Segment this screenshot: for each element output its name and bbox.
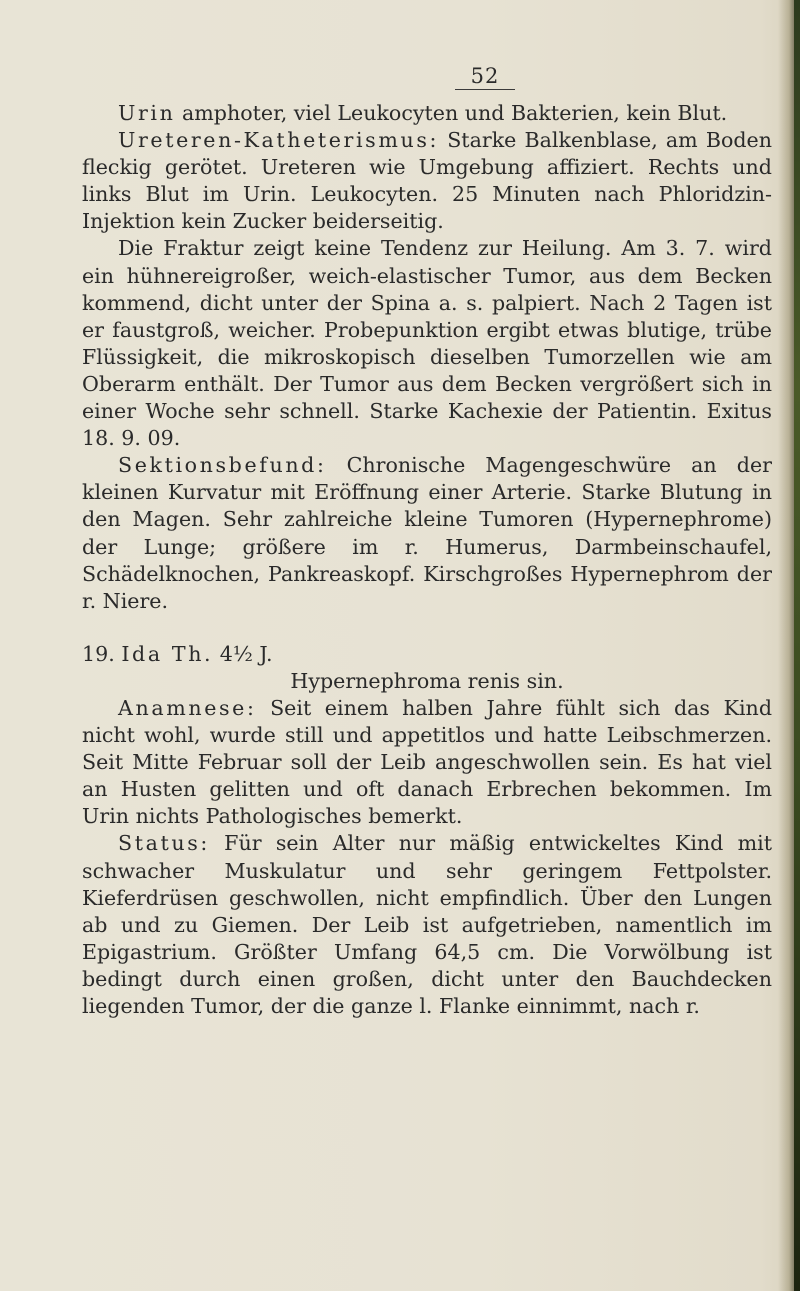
- paragraph-urin: [82, 100, 772, 127]
- paragraph-ureteren: [82, 127, 772, 235]
- paragraph-sektionsbefund: [82, 452, 772, 615]
- paragraph-lead: Urin: [118, 101, 176, 125]
- paragraph-status: [82, 830, 772, 1020]
- section-gap: [82, 615, 772, 641]
- paragraph-anamnese: [82, 695, 772, 830]
- paragraph-body: Starke Balkenblase, am Boden fleckig gerötet. Ureteren wie Umgebung affiziert. Rechts und links Blut im Urin. Leukocyten. 25 Minuten nach Phloridzin-Injektion kein Zucker beiderseitig.: [82, 128, 772, 234]
- case-diagnosis: Hypernephroma renis sin.: [290, 668, 564, 693]
- paragraph-fraktur: [82, 235, 772, 452]
- paragraph-lead: Sektionsbefund:: [118, 453, 327, 478]
- case-header: [82, 641, 772, 668]
- paragraph-body: Seit einem halben Jahre fühlt sich das Kind nicht wohl, wurde still und appetitlos und hatte Leibschmerzen. Seit Mitte Februar soll der Leib angeschwollen sein. Es hat viel an Husten gelitten und oft danach Erbrechen bekommen. Im Urin nichts Pathologisches bemerkt.: [82, 695, 772, 829]
- binding-edge: [794, 0, 800, 1291]
- paragraph-body: Die Fraktur zeigt keine Tendenz zur Heilung. Am 3. 7. wird ein hühnereigroßer, weich-elastischer Tumor, aus dem Becken kommend, dicht unter der Spina a. s. palpiert. Nach 2 Tagen ist er faustgroß, weicher. Probepunktion ergibt etwas blutige, trübe Flüssigkeit, die mikroskopisch dieselben Tumorzellen wie am Oberarm enthält. Der Tumor aus dem Becken vergrößert sich in einer Woche sehr schnell. Starke Kachexie der Patientin. Exitus 18. 9. 09.: [82, 236, 772, 451]
- case-age: 4½ J.: [219, 641, 273, 666]
- paragraph-lead: Status:: [118, 831, 210, 856]
- paragraph-lead: Ureteren-Katheterismus:: [118, 128, 440, 153]
- paragraph-body: Für sein Alter nur mäßig entwickeltes Kind mit schwacher Muskulatur und sehr geringem Fettpolster. Kieferdrüsen geschwollen, nicht empfindlich. Über den Lungen ab und zu Giemen. Der Leib ist aufgetrieben, namentlich im Epigastrium. Größter Umfang 64,5 cm. Die Vorwölbung ist bedingt durch einen großen, dicht unter den Bauchdecken liegenden Tumor, der die ganze l. Flanke einnimmt, nach r.: [82, 831, 772, 1018]
- case-name: Ida Th.: [121, 641, 214, 666]
- paragraph-body: amphoter, viel Leukocyten und Bakterien, kein Blut.: [175, 101, 728, 125]
- body-text: [82, 100, 772, 1020]
- page-number: 52: [455, 64, 515, 90]
- paragraph-body: Chronische Magengeschwüre an der kleinen Kurvatur mit Eröffnung einer Arterie. Starke Blutung in den Magen. Sehr zahlreiche kleine Tumoren (Hypernephrome) der Lunge; größere im r. Humerus, Darmbeinschaufel, Schädelknochen, Pankreaskopf. Kirschgroßes Hypernephrom der r. Niere.: [82, 453, 772, 613]
- case-number: 19.: [82, 641, 115, 666]
- paragraph-lead: Anamnese:: [118, 695, 257, 720]
